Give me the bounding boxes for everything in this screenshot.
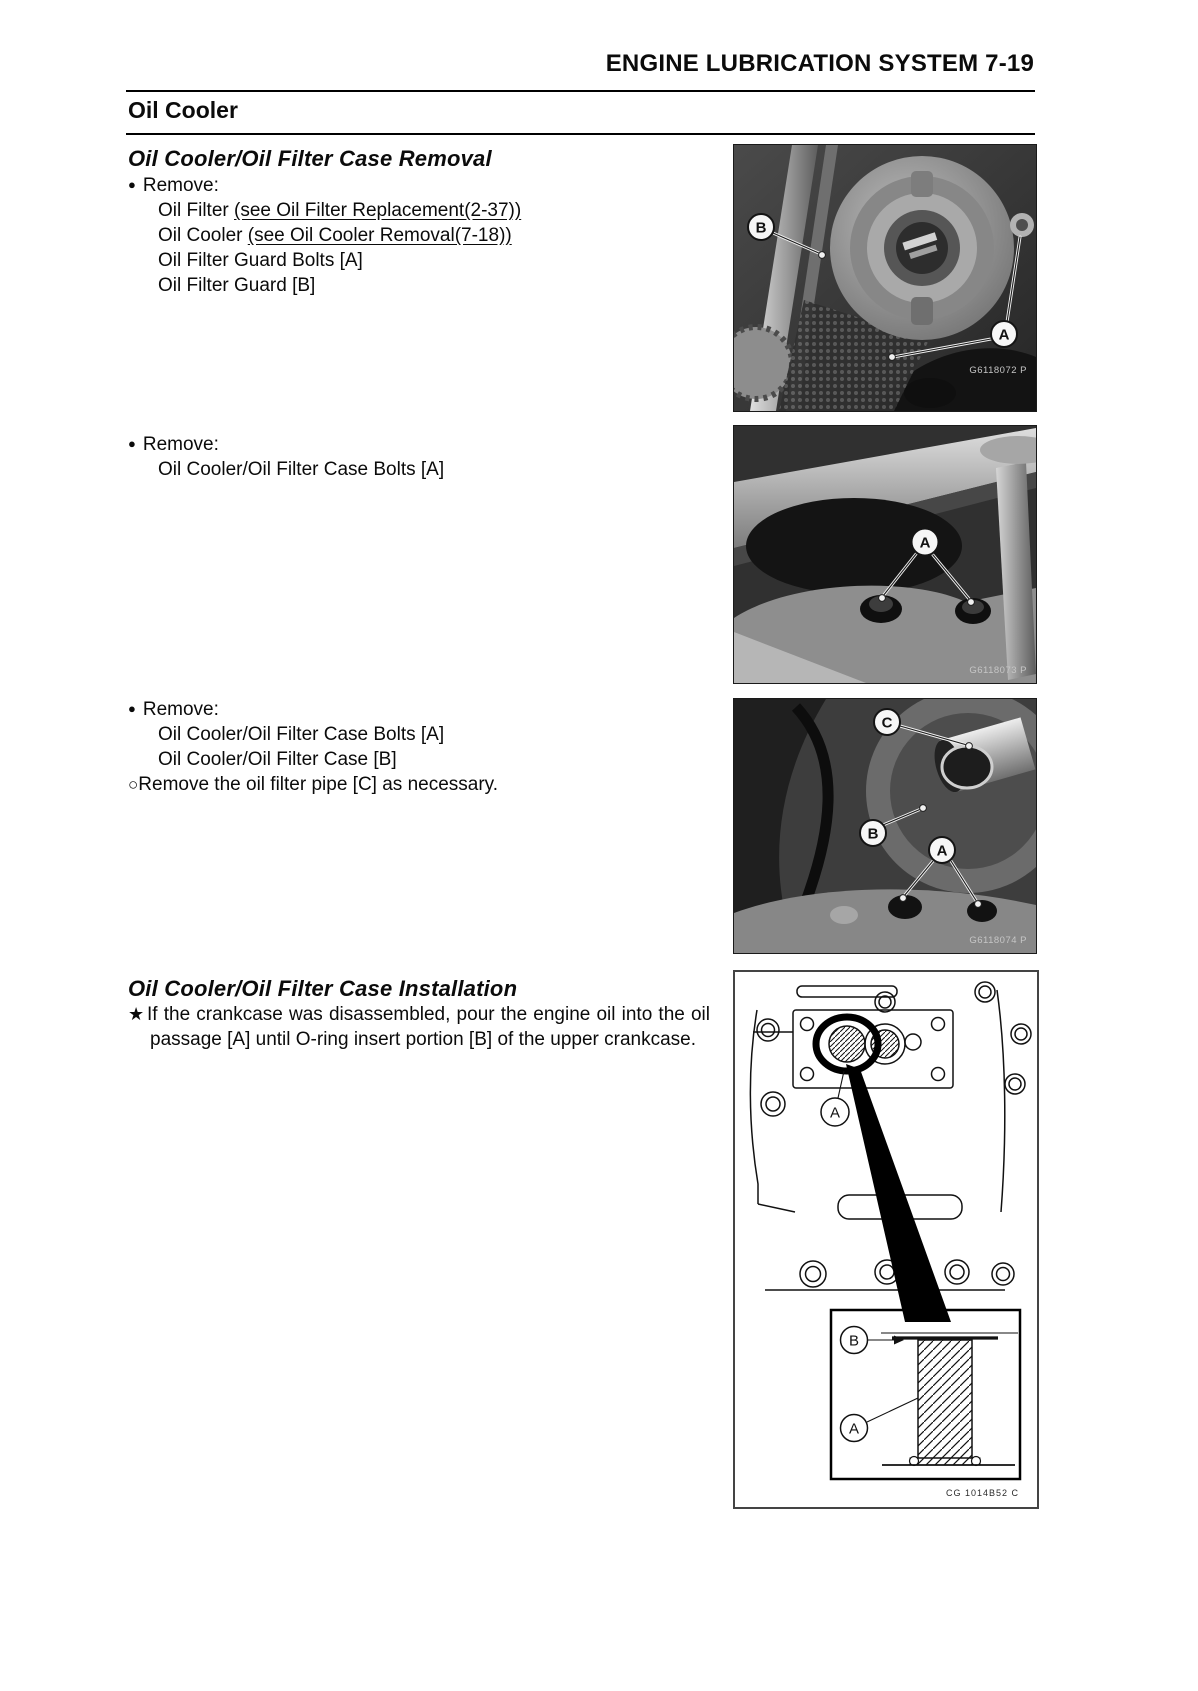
item-text: Oil Filter <box>158 200 234 221</box>
step-label: Remove: <box>142 175 219 196</box>
callout-label-A <box>912 529 939 556</box>
installation-note-text: If the crankcase was disassembled, pour the engine oil into the oil passage [A] until O-ring insert portion [B] of the upper crankcase. <box>147 1004 710 1050</box>
callout-label-A-upper <box>821 1098 849 1126</box>
svg-text:C: C <box>881 714 893 732</box>
photo-code: G6118072 P <box>969 365 1027 376</box>
figure-case-removal <box>733 698 1037 954</box>
figure-case-bolts <box>733 425 1037 684</box>
installation-heading: Oil Cooler/Oil Filter Case Installation <box>128 976 518 1001</box>
item-text: Oil Filter Guard Bolts [A] <box>158 250 363 271</box>
photo-code: G6118073 P <box>969 665 1027 676</box>
list-item <box>128 223 713 248</box>
figure-3-photo <box>734 699 1036 953</box>
cross-reference-link[interactable]: (see Oil Filter Replacement(2-37)) <box>234 200 522 221</box>
svg-text:B: B <box>867 825 879 843</box>
callout-label-C <box>874 709 900 735</box>
callout-label-B <box>748 214 774 240</box>
step-bullet-line <box>128 696 713 722</box>
item-text: Oil Cooler/Oil Filter Case Bolts [A] <box>158 724 445 745</box>
section-divider <box>126 133 1035 135</box>
cross-reference-link[interactable]: (see Oil Cooler Removal(7-18)) <box>247 225 512 246</box>
list-item <box>128 248 713 273</box>
list-item <box>128 457 713 482</box>
svg-text:A: A <box>998 326 1010 344</box>
item-text: Oil Filter Guard [B] <box>158 275 316 296</box>
svg-text:A: A <box>936 842 948 860</box>
figure-2-photo <box>734 426 1036 683</box>
star-icon: ★ <box>128 1004 146 1024</box>
item-text: Oil Cooler <box>158 225 248 246</box>
bullet-icon: ● <box>128 177 136 192</box>
installation-note <box>128 1002 710 1052</box>
figure-oil-filter-guard <box>733 144 1037 412</box>
callout-label-B <box>860 820 886 846</box>
svg-text:A: A <box>919 534 931 552</box>
figure-oil-passage-diagram <box>733 970 1039 1509</box>
photo-code: G6118074 P <box>969 935 1027 946</box>
removal-step-3 <box>128 696 713 797</box>
sub-note-line <box>128 772 713 797</box>
list-item <box>128 722 713 747</box>
callout-label-B <box>841 1327 868 1354</box>
header-divider <box>126 90 1035 92</box>
bullet-icon: ● <box>128 701 136 716</box>
list-item <box>128 198 713 223</box>
sub-note-text: Remove the oil filter pipe [C] as necessary. <box>138 774 499 795</box>
svg-text:A: A <box>848 1420 860 1438</box>
svg-text:B: B <box>755 219 767 237</box>
callout-label-A <box>991 321 1017 347</box>
list-item <box>128 273 713 298</box>
figure-4-drawing <box>735 972 1033 1503</box>
bullet-icon: ● <box>128 436 136 451</box>
step-bullet-line <box>128 172 713 198</box>
step-bullet-line <box>128 431 713 457</box>
page-header-title: ENGINE LUBRICATION SYSTEM 7-19 <box>605 50 1034 77</box>
removal-step-2 <box>128 431 713 482</box>
step-label: Remove: <box>142 699 219 720</box>
removal-heading: Oil Cooler/Oil Filter Case Removal <box>128 146 492 171</box>
figure-1-photo <box>734 145 1036 411</box>
svg-text:A: A <box>829 1104 841 1122</box>
open-circle-icon: ○ <box>128 775 139 794</box>
callout-label-A-lower <box>841 1415 868 1442</box>
item-text: Oil Cooler/Oil Filter Case [B] <box>158 749 397 770</box>
step-label: Remove: <box>142 434 219 455</box>
svg-text:B: B <box>848 1332 860 1350</box>
item-text: Oil Cooler/Oil Filter Case Bolts [A] <box>158 459 445 480</box>
section-title: Oil Cooler <box>128 97 238 123</box>
drawing-code: CG 1014B52 C <box>945 1488 1019 1498</box>
list-item <box>128 747 713 772</box>
removal-step-1 <box>128 172 713 298</box>
callout-label-A <box>929 837 955 863</box>
